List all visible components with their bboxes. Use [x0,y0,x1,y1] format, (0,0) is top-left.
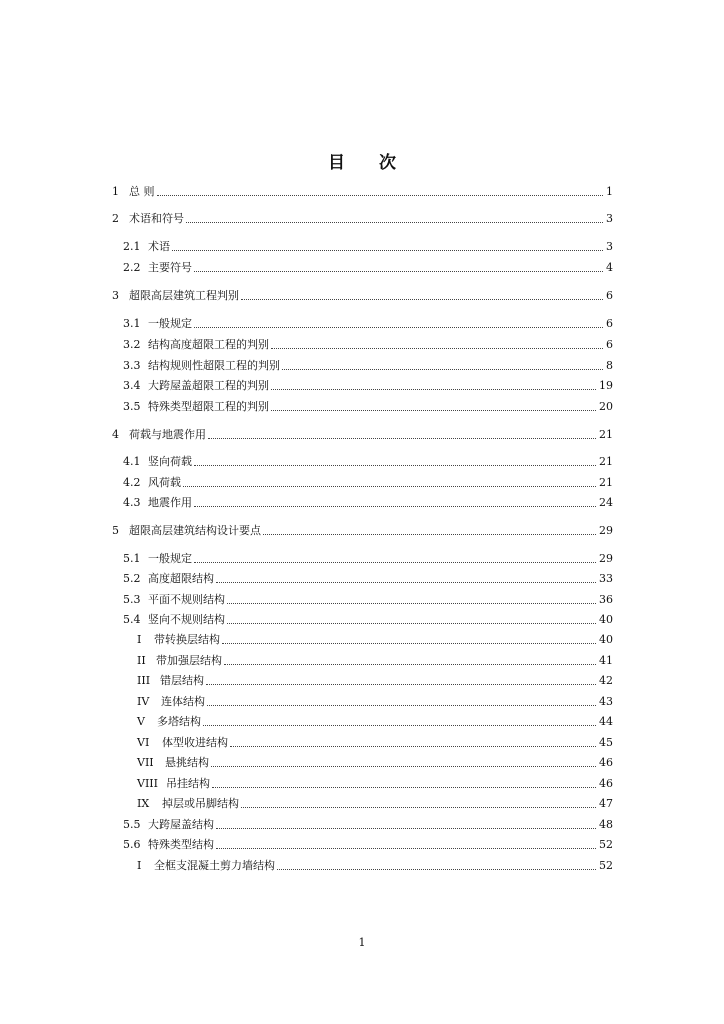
toc-leader-dots [263,533,596,535]
toc-entry-page: 43 [599,695,613,708]
toc-entry-number: 2 [112,212,119,225]
toc-entry-number: 3.2 [123,338,141,351]
toc-entry-page: 29 [599,524,613,537]
toc-entry-number: 3.1 [123,317,141,330]
toc-entry[interactable] [0,285,613,303]
toc-entry-number: 4 [112,428,119,441]
toc-entry-number: 3.5 [123,400,141,413]
toc-entry[interactable] [0,855,613,873]
toc-leader-dots [172,249,603,251]
toc-entry[interactable] [0,181,613,199]
toc-entry-number: 3 [112,289,119,302]
toc-entry-number: VII [137,756,154,769]
toc-entry-page: 46 [599,777,613,790]
toc-entry-title: 体型收进结构 [162,736,228,749]
toc-entry-page: 21 [599,476,613,489]
toc-entry-page: 36 [599,593,613,606]
toc-entry-page: 24 [599,496,613,509]
toc-leader-dots [227,602,596,604]
toc-entry-title: 错层结构 [160,674,204,687]
toc-leader-dots [194,561,596,563]
toc-entry-page: 52 [599,838,613,851]
toc-leader-dots [230,745,596,747]
toc-entry-page: 3 [606,212,613,225]
toc-entry-page: 8 [606,359,613,372]
toc-leader-dots [271,347,603,349]
toc-entry-page: 29 [599,552,613,565]
toc-entry-page: 3 [606,240,613,253]
toc-leader-dots [216,827,596,829]
toc-leader-dots [194,326,603,328]
toc-entry-page: 47 [599,797,613,810]
toc-entry-number: V [137,715,145,728]
toc-entry-title: 多塔结构 [157,715,201,728]
toc-leader-dots [216,847,596,849]
toc-entry-title: 带转换层结构 [154,633,220,646]
toc-entry-page: 6 [606,338,613,351]
toc-entry-page: 6 [606,289,613,302]
toc-entry-number: 1 [112,185,119,198]
toc-entry-title: 连体结构 [161,695,205,708]
toc-entry-number: 3.3 [123,359,141,372]
toc-entry[interactable] [0,334,613,352]
toc-entry[interactable] [0,732,613,750]
toc-entry-page: 1 [606,185,613,198]
toc-leader-dots [224,663,596,665]
toc-entry-number: 5.6 [123,838,141,851]
toc-entry-number: VIII [137,777,158,790]
toc-entry[interactable] [0,396,613,414]
toc-entry-page: 42 [599,674,613,687]
toc-entry[interactable] [0,424,613,442]
toc-entry-number: 4.1 [123,455,141,468]
toc-entry-title: 术语和符号 [129,212,184,225]
toc-entry[interactable] [0,236,613,254]
toc-leader-dots [194,505,596,507]
toc-entry-title: 大跨屋盖结构 [148,818,214,831]
toc-entry-title: 高度超限结构 [148,572,214,585]
toc-entry[interactable] [0,793,613,811]
toc-entry[interactable] [0,313,613,331]
toc-leader-dots [211,765,596,767]
toc-entry[interactable] [0,670,613,688]
toc-entry-title: 术语 [148,240,170,253]
toc-entry-title: 特殊类型结构 [148,838,214,851]
toc-title-part2: 次 [379,153,396,173]
toc-leader-dots [222,642,596,644]
toc-entry-title: 全框支混凝土剪力墙结构 [154,859,275,872]
toc-entry-number: IV [137,695,150,708]
toc-entry-title: 超限高层建筑工程判别 [129,289,239,302]
toc-entry-page: 46 [599,756,613,769]
toc-entry-title: 结构高度超限工程的判别 [148,338,269,351]
toc-entry-title: 竖向不规则结构 [148,613,225,626]
toc-entry[interactable] [0,548,613,566]
toc-leader-dots [206,683,596,685]
toc-entry[interactable] [0,650,613,668]
toc-entry-page: 20 [599,400,613,413]
toc-entry[interactable] [0,752,613,770]
toc-entry[interactable] [0,589,613,607]
toc-leader-dots [212,786,596,788]
toc-leader-dots [241,298,603,300]
toc-entry-title: 竖向荷载 [148,455,192,468]
toc-entry[interactable] [0,472,613,490]
toc-entry-number: 2.1 [123,240,141,253]
toc-entry-number: 4.2 [123,476,141,489]
toc-entry-number: VI [137,736,150,749]
toc-leader-dots [282,368,603,370]
toc-entry-page: 21 [599,455,613,468]
toc-entry-number: III [137,674,151,687]
toc-entry-page: 21 [599,428,613,441]
toc-entry-title: 超限高层建筑结构设计要点 [129,524,261,537]
toc-leader-dots [194,270,603,272]
toc-entry-page: 19 [599,379,613,392]
toc-entry-number: II [137,654,146,667]
toc-leader-dots [227,622,596,624]
toc-entry-title: 带加强层结构 [156,654,222,667]
toc-leader-dots [271,388,596,390]
toc-entry-page: 41 [599,654,613,667]
toc-entry[interactable] [0,814,613,832]
toc-entry-number: 2.2 [123,261,141,274]
toc-leader-dots [203,724,596,726]
toc-entry-number: I [137,633,142,646]
toc-entry-page: 33 [599,572,613,585]
toc-leader-dots [207,704,596,706]
toc-entry-number: 5.1 [123,552,141,565]
toc-entry-number: 5.4 [123,613,141,626]
toc-entry-page: 4 [606,261,613,274]
toc-entry-title: 总 则 [129,185,155,198]
toc-entry[interactable] [0,375,613,393]
toc-entry-page: 44 [599,715,613,728]
toc-entry-title: 结构规则性超限工程的判别 [148,359,280,372]
toc-entry-page: 40 [599,633,613,646]
toc-title-part1: 目 [328,153,345,173]
toc-leader-dots [277,868,596,870]
toc-entry-title: 平面不规则结构 [148,593,225,606]
toc-entry-page: 48 [599,818,613,831]
toc-entry-number: 5.3 [123,593,141,606]
toc-entry-number: 4.3 [123,496,141,509]
toc-entry[interactable] [0,208,613,226]
toc-entry-page: 6 [606,317,613,330]
toc-entry-title: 悬挑结构 [165,756,209,769]
toc-leader-dots [216,581,596,583]
toc-entry-number: 5.2 [123,572,141,585]
toc-entry[interactable] [0,691,613,709]
toc-leader-dots [157,194,604,196]
toc-entry-title: 风荷载 [148,476,181,489]
toc-entry-title: 地震作用 [148,496,192,509]
toc-leader-dots [208,437,596,439]
toc-entry[interactable] [0,773,613,791]
toc-entry-number: I [137,859,142,872]
toc-entry-title: 掉层或吊脚结构 [162,797,239,810]
toc-entry[interactable] [0,629,613,647]
page-number: 1 [358,936,366,949]
toc-entry-number: 5 [112,524,119,537]
toc-leader-dots [241,806,596,808]
toc-entry[interactable] [0,492,613,510]
toc-entry[interactable] [0,609,613,627]
toc-entry-number: IX [137,797,150,810]
toc-entry[interactable] [0,355,613,373]
toc-entry-title: 大跨屋盖超限工程的判别 [148,379,269,392]
toc-entry[interactable] [0,834,613,852]
toc-entry-title: 吊挂结构 [166,777,210,790]
toc-entry-title: 一般规定 [148,552,192,565]
toc-leader-dots [186,221,603,223]
toc-entry-page: 52 [599,859,613,872]
toc-entry-title: 特殊类型超限工程的判别 [148,400,269,413]
toc-leader-dots [194,464,596,466]
toc-entry-title: 一般规定 [148,317,192,330]
toc-entry[interactable] [0,568,613,586]
toc-entry-title: 主要符号 [148,261,192,274]
toc-entry[interactable] [0,257,613,275]
toc-entry-page: 45 [599,736,613,749]
toc-entry-page: 40 [599,613,613,626]
toc-entry-title: 荷载与地震作用 [129,428,206,441]
toc-entry-number: 5.5 [123,818,141,831]
toc-entry[interactable] [0,520,613,538]
toc-leader-dots [271,409,596,411]
toc-entry[interactable] [0,711,613,729]
toc-entry[interactable] [0,451,613,469]
toc-leader-dots [183,485,596,487]
toc-entry-number: 3.4 [123,379,141,392]
